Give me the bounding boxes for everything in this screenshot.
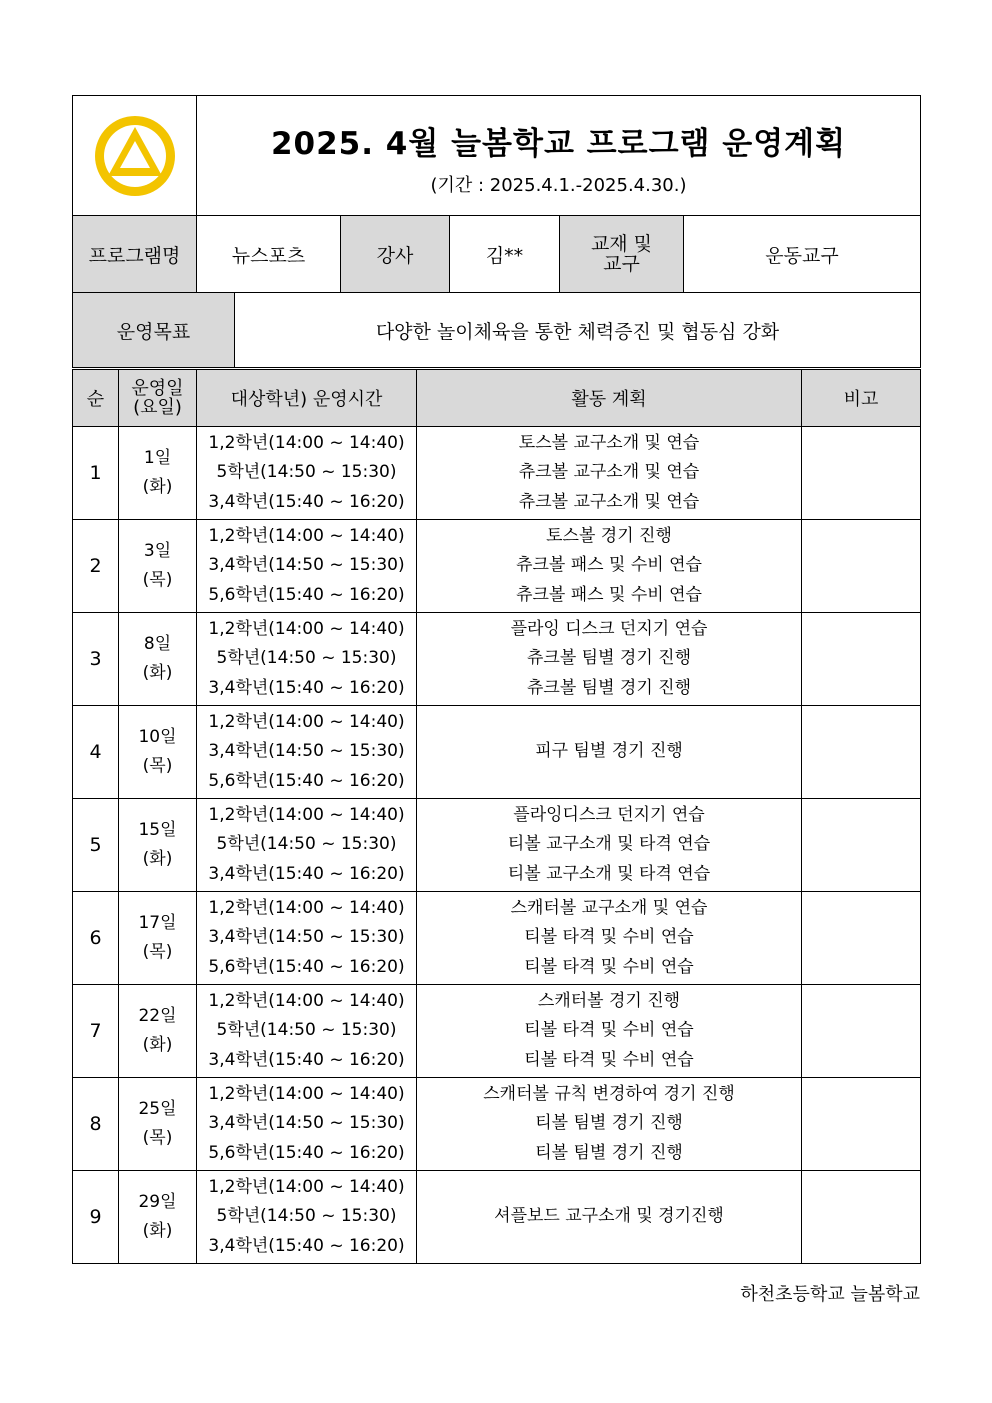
- row-activity: 츄크볼 패스 및 수비 연습: [516, 555, 702, 576]
- row-date: [119, 985, 197, 1078]
- program-value: 뉴스포츠: [197, 216, 341, 293]
- materials-label-line1: 교재 및: [590, 233, 653, 255]
- row-activity: 티볼 교구소개 및 타격 연습: [507, 863, 711, 884]
- row-time-slot: 3,4학년(15:40 ~ 16:20): [208, 1049, 405, 1070]
- row-weekday: (목): [142, 756, 173, 776]
- row-time-slot: 5학년(14:50 ~ 15:30): [216, 1206, 397, 1227]
- row-activity: 피구 팀별 경기 진행: [535, 741, 683, 762]
- title-table: [72, 95, 921, 216]
- row-date: [119, 706, 197, 799]
- row-time-slot: 1,2학년(14:00 ~ 14:40): [208, 1083, 405, 1104]
- row-time-slot: 3,4학년(14:50 ~ 15:30): [208, 927, 405, 948]
- row-date: [119, 1171, 197, 1264]
- goal-value: 다양한 놀이체육을 통한 체력증진 및 협동심 강화: [235, 293, 921, 368]
- row-activities: [417, 427, 802, 520]
- row-activity: 스캐터볼 규칙 변경하여 경기 진행: [483, 1083, 735, 1104]
- row-activities: [417, 799, 802, 892]
- row-weekday: (화): [142, 663, 173, 683]
- table-row: [73, 985, 921, 1078]
- row-time-slot: 3,4학년(15:40 ~ 16:20): [208, 1235, 405, 1256]
- header-date: [119, 369, 197, 427]
- row-time-slot: 1,2학년(14:00 ~ 14:40): [208, 804, 405, 825]
- page-title: 2025. 4월 늘봄학교 프로그램 운영계획: [270, 126, 847, 162]
- row-weekday: (화): [142, 849, 173, 869]
- row-note: [802, 613, 921, 706]
- row-weekday: (목): [142, 570, 173, 590]
- row-time-slot: 1,2학년(14:00 ~ 14:40): [208, 618, 405, 639]
- table-row: [73, 427, 921, 520]
- row-note: [802, 520, 921, 613]
- row-time-slot: 5학년(14:50 ~ 15:30): [216, 648, 397, 669]
- schedule-rows: [73, 427, 921, 1264]
- row-time-slot: 1,2학년(14:00 ~ 14:40): [208, 1176, 405, 1197]
- row-weekday: (화): [142, 1221, 173, 1241]
- row-activity: 티볼 타격 및 수비 연습: [524, 927, 694, 948]
- table-row: [73, 613, 921, 706]
- title-cell: [197, 96, 921, 216]
- goal-table: [72, 292, 921, 368]
- row-num: 6: [73, 892, 119, 985]
- row-date-day: 15일: [138, 819, 177, 840]
- materials-label-line2: 교구: [603, 253, 640, 275]
- row-activity: 티볼 팀별 경기 진행: [535, 1142, 683, 1163]
- row-weekday: (목): [142, 942, 173, 962]
- row-note: [802, 706, 921, 799]
- row-time-slot: 1,2학년(14:00 ~ 14:40): [208, 990, 405, 1011]
- row-activity: 츄크볼 교구소개 및 연습: [518, 462, 700, 483]
- row-activity: 토스볼 경기 진행: [546, 525, 672, 546]
- row-time-slot: 1,2학년(14:00 ~ 14:40): [208, 897, 405, 918]
- school-logo-icon: [92, 113, 178, 199]
- header-date-line2: (요일): [133, 397, 182, 418]
- schedule-table: [72, 367, 921, 1264]
- header-date-line1: 운영일: [131, 378, 184, 399]
- row-weekday: (화): [142, 1035, 173, 1055]
- row-activities: [417, 1171, 802, 1264]
- program-label: 프로그램명: [73, 216, 197, 293]
- row-num: 7: [73, 985, 119, 1078]
- footer-school: 하천초등학교 늘봄학교: [740, 1284, 920, 1305]
- row-times: [197, 1078, 417, 1171]
- row-activities: [417, 520, 802, 613]
- row-times: [197, 799, 417, 892]
- row-times: [197, 520, 417, 613]
- period-text: (기간 : 2025.4.1.-2025.4.30.): [430, 175, 687, 196]
- row-activity: 츄크볼 교구소개 및 연습: [518, 491, 700, 512]
- row-weekday: (목): [142, 1128, 173, 1148]
- row-activity: 토스볼 교구소개 및 연습: [518, 432, 700, 453]
- row-activities: [417, 613, 802, 706]
- row-date: [119, 427, 197, 520]
- row-time-slot: 3,4학년(14:50 ~ 15:30): [208, 1113, 405, 1134]
- row-num: 3: [73, 613, 119, 706]
- row-date-day: 29일: [138, 1191, 177, 1212]
- row-date: [119, 613, 197, 706]
- row-time-slot: 5,6학년(15:40 ~ 16:20): [208, 1142, 405, 1163]
- row-activity: 스캐터볼 교구소개 및 연습: [510, 897, 708, 918]
- materials-label: [560, 216, 684, 293]
- header-num: 순: [73, 369, 119, 427]
- row-time-slot: 5,6학년(15:40 ~ 16:20): [208, 770, 405, 791]
- row-activity: 스캐터볼 경기 진행: [537, 990, 681, 1011]
- row-date-day: 25일: [138, 1098, 177, 1119]
- table-row: [73, 1078, 921, 1171]
- row-times: [197, 706, 417, 799]
- row-times: [197, 613, 417, 706]
- row-activity: 츄크볼 패스 및 수비 연습: [516, 584, 702, 605]
- row-activity: 플라잉 디스크 던지기 연습: [510, 618, 708, 639]
- table-row: [73, 1171, 921, 1264]
- row-note: [802, 799, 921, 892]
- row-date-day: 8일: [143, 633, 172, 654]
- row-note: [802, 427, 921, 520]
- row-note: [802, 892, 921, 985]
- row-date-day: 1일: [143, 447, 172, 468]
- row-num: 4: [73, 706, 119, 799]
- row-activities: [417, 706, 802, 799]
- row-time-slot: 3,4학년(15:40 ~ 16:20): [208, 491, 405, 512]
- row-times: [197, 892, 417, 985]
- row-activity: 플라잉디스크 던지기 연습: [513, 804, 705, 825]
- row-date-day: 22일: [138, 1005, 177, 1026]
- row-date: [119, 1078, 197, 1171]
- row-activity: 티볼 타격 및 수비 연습: [524, 956, 694, 977]
- row-date: [119, 799, 197, 892]
- row-num: 1: [73, 427, 119, 520]
- logo-cell: [73, 96, 197, 216]
- row-activity: 츄크볼 팀별 경기 진행: [526, 677, 691, 698]
- row-num: 9: [73, 1171, 119, 1264]
- row-activities: [417, 985, 802, 1078]
- row-activity: 티볼 교구소개 및 타격 연습: [507, 834, 711, 855]
- row-time-slot: 1,2학년(14:00 ~ 14:40): [208, 525, 405, 546]
- table-row: [73, 892, 921, 985]
- row-times: [197, 427, 417, 520]
- row-num: 2: [73, 520, 119, 613]
- row-time-slot: 5학년(14:50 ~ 15:30): [216, 462, 397, 483]
- row-time-slot: 3,4학년(14:50 ~ 15:30): [208, 741, 405, 762]
- instructor-label: 강사: [341, 216, 450, 293]
- table-row: [73, 799, 921, 892]
- program-plan-document: [72, 95, 921, 1264]
- row-activities: [417, 892, 802, 985]
- header-activity: 활동 계획: [417, 369, 802, 427]
- row-activity: 티볼 타격 및 수비 연습: [524, 1020, 694, 1041]
- row-time-slot: 5,6학년(15:40 ~ 16:20): [208, 584, 405, 605]
- row-time-slot: 5학년(14:50 ~ 15:30): [216, 1020, 397, 1041]
- row-time-slot: 1,2학년(14:00 ~ 14:40): [208, 711, 405, 732]
- row-date-day: 10일: [138, 726, 177, 747]
- info-table: [72, 215, 921, 293]
- row-time-slot: 1,2학년(14:00 ~ 14:40): [208, 432, 405, 453]
- row-date: [119, 520, 197, 613]
- row-note: [802, 985, 921, 1078]
- row-time-slot: 3,4학년(14:50 ~ 15:30): [208, 555, 405, 576]
- row-date: [119, 892, 197, 985]
- row-date-day: 17일: [138, 912, 177, 933]
- table-row: [73, 706, 921, 799]
- row-time-slot: 3,4학년(15:40 ~ 16:20): [208, 677, 405, 698]
- row-num: 8: [73, 1078, 119, 1171]
- row-activity: 티볼 타격 및 수비 연습: [524, 1049, 694, 1070]
- header-time: 대상학년) 운영시간: [197, 369, 417, 427]
- row-times: [197, 985, 417, 1078]
- instructor-value: 김**: [450, 216, 560, 293]
- row-activities: [417, 1078, 802, 1171]
- row-date-day: 3일: [143, 540, 172, 561]
- goal-label: 운영목표: [73, 293, 235, 368]
- row-weekday: (화): [142, 477, 173, 497]
- row-time-slot: 5학년(14:50 ~ 15:30): [216, 834, 397, 855]
- row-activity: 티볼 팀별 경기 진행: [535, 1113, 683, 1134]
- row-time-slot: 5,6학년(15:40 ~ 16:20): [208, 956, 405, 977]
- row-num: 5: [73, 799, 119, 892]
- header-note: 비고: [802, 369, 921, 427]
- table-row: [73, 520, 921, 613]
- row-times: [197, 1171, 417, 1264]
- row-note: [802, 1078, 921, 1171]
- materials-value: 운동교구: [684, 216, 921, 293]
- row-activity: 츄크볼 팀별 경기 진행: [526, 648, 691, 669]
- row-time-slot: 3,4학년(15:40 ~ 16:20): [208, 863, 405, 884]
- row-note: [802, 1171, 921, 1264]
- row-activity: 셔플보드 교구소개 및 경기진행: [494, 1206, 724, 1227]
